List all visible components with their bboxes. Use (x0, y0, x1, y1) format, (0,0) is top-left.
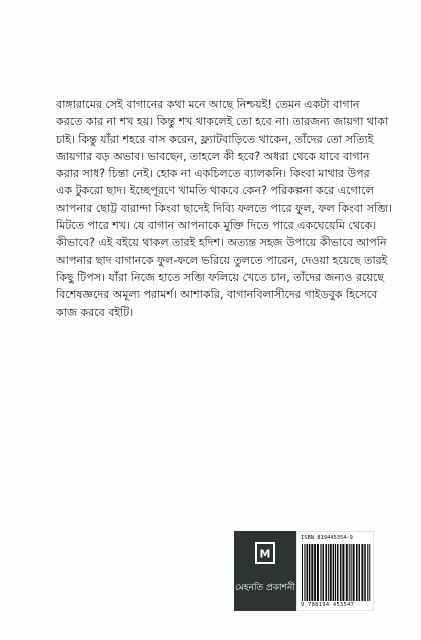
publisher-logo-icon (255, 542, 275, 564)
blurb-text (56, 96, 393, 321)
svg-text:M: M (259, 547, 271, 561)
blurb-line: কাজ করবে বইটি। (56, 305, 134, 319)
publisher-block (234, 531, 374, 611)
publisher-name: মেহনতি প্রকাশনী (235, 583, 295, 593)
blurb-line: বিশেষজ্ঞদের অমূল্য পরামর্শ। আশাকরি, বাগানবিলাসীদের গাইডবুক হিসেবে (56, 288, 378, 302)
blurb-line: করার সাধ? চিন্তা নেই। হোক না একচিলতে ব্যালকনি। কিংবা মাথার উপর (56, 167, 370, 181)
blurb-line: মিটতে পারে শখ। যে বাগান আপনাকে মুক্তি দিতে পারে একঘেয়েমি থেকে। (56, 219, 377, 233)
blurb-line: আপনার ছোট্ট বারান্দা কিংবা ছাদেই দিব্যি ফলতে পারে ফুল, ফল কিংবা সব্জি। (56, 201, 393, 215)
publisher-panel (234, 531, 296, 611)
blurb-line: করতে কার না শখ হয়। কিন্তু শখ থাকলেই তো হবে না। তারজন্য জায়গা থাকা (56, 115, 389, 129)
blurb-line: আপনার ছাদ বাগানকে ফুল-ফলে ভরিয়ে তুলতে পারেন, দেওয়া হয়েছে তারই (56, 253, 388, 267)
blurb-line: এক টুকরো ছাদ। ইচ্ছেপূরণে খামতি থাকবে কেন? পরিকল্পনা করে এগোলে (56, 184, 374, 198)
barcode-digits: 9 788194 453547 (301, 602, 355, 608)
blurb-line: চাই। কিন্তু যাঁরা শহরে বাস করেন, ফ্ল্যাটবাড়িতে থাকেন, তাঁদের তো সত্যিই (56, 132, 374, 146)
blurb-line: বাঙ্গারামের সেই বাগানের কথা মনে আছে নিশ্চয়ই! তেমন একটা বাগান (56, 98, 360, 111)
blurb-line: কিছু টিপস। যাঁরা নিজে হাতে সব্জি ফলিয়ে খেতে চান, তাঁদের জন্যও রয়েছে (56, 270, 385, 284)
isbn-label: ISBN 819445354-9 (301, 535, 353, 541)
blurb-line: কীভাবে? এই বইয়ে থাকল তারই হদিশ। অত্যন্ত সহজ উপায়ে কীভাবে আপনি (56, 236, 387, 250)
blurb-line: জায়গার বড় অভাব। ভাবছেন, তাহলে কী হবে? অধরা থেকে যাবে বাগান (56, 149, 370, 163)
barcode (301, 544, 371, 601)
barcode-box (296, 531, 374, 611)
